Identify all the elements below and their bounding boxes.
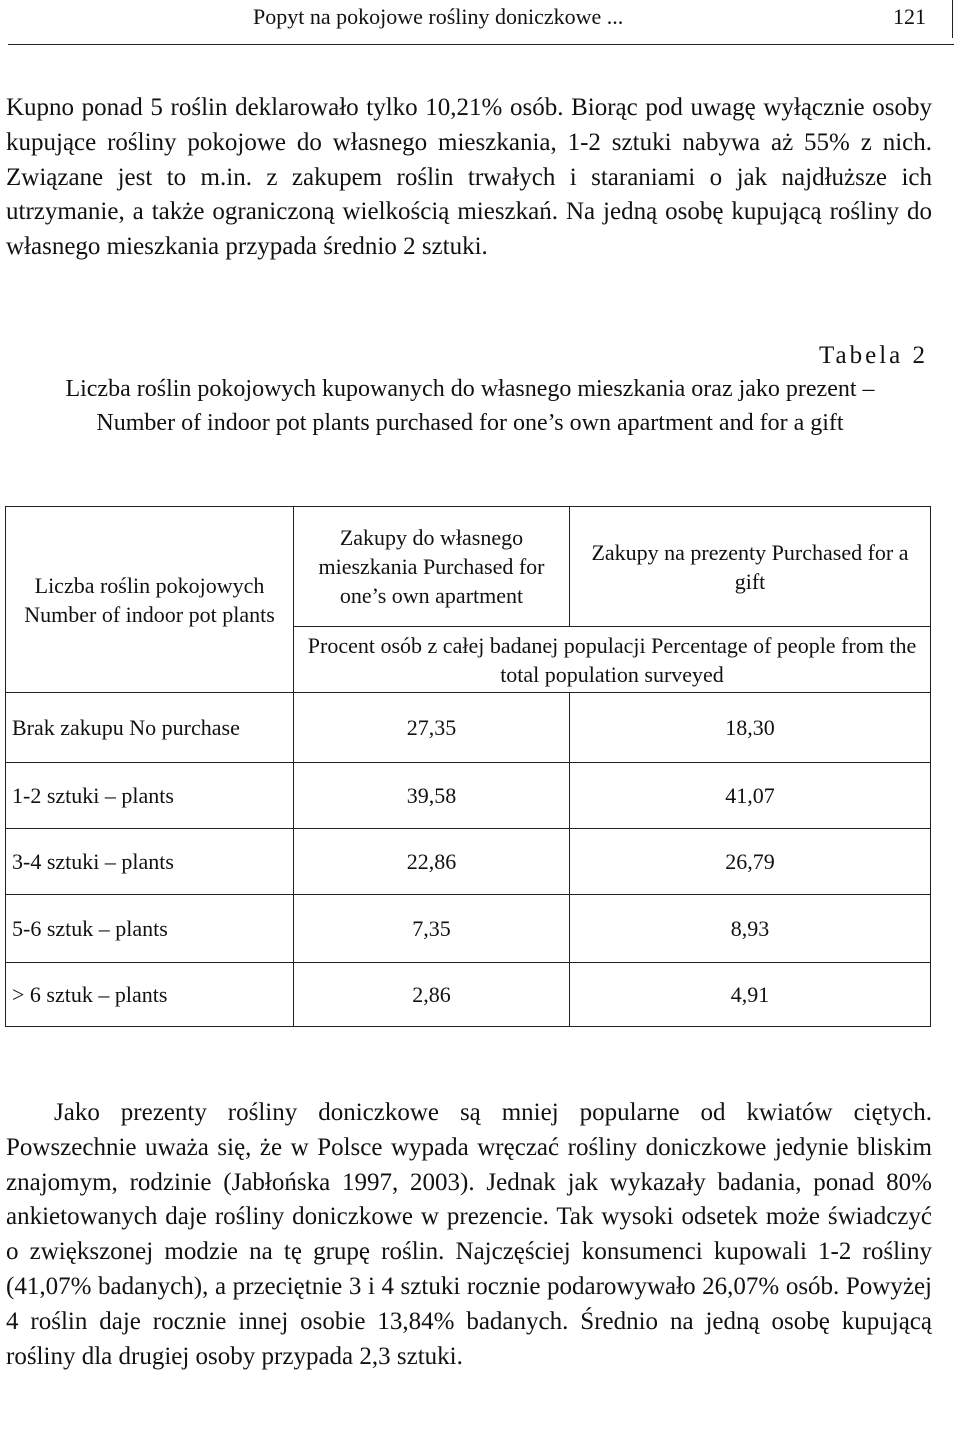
header-gift: Zakupy na prezenty Purchased for a gift [570,507,931,627]
row-gift-value: 41,07 [570,763,931,829]
data-table [5,506,931,1027]
row-label: Brak zakupu No purchase [6,693,294,763]
table-label: Tabela 2 [818,342,928,369]
row-gift-value: 8,93 [570,895,931,963]
table-row [6,895,931,963]
header-rule [8,44,954,45]
header-own-apartment: Zakupy do własnego mieszkania Purchased for one’s own apartment [294,507,570,627]
header-percentage: Procent osób z całej badanej populacji Percentage of people from the total population surveyed [294,627,931,693]
paragraph-1: Kupno ponad 5 roślin deklarowało tylko 10,21% osób. Biorąc pod uwagę wyłącznie osoby kupujące rośliny pokojowe do własnego mieszkania, 1-2 sztuki nabywa aż 55% z nich. Związane jest to m.in. z zakupem roślin trwałych i staraniami o jak najdłuższe ich utrzymanie, a także ograniczoną wielkością mieszkań. Na jedną osobę kupującą rośliny do własnego mieszkania przypada średnio 2 sztuki. [6,94,932,261]
row-own-value: 7,35 [294,895,570,963]
paragraph-2: Jako prezenty rośliny doniczkowe są mniej popularne od kwiatów ciętych. Powszechnie uważa się, że w Polsce wypada wręczać rośliny doniczkowe jedynie bliskim znajomym, rodzinie (Jabłońska 1997, 2003). Jednak jak wykazały badania, ponad 80% ankietowanych daje rośliny doniczkowe w prezencie. Tak wysoki odsetek może świadczyć o zwiększonej modzie na tę grupę roślin. Najczęściej konsumenci kupowali 1-2 rośliny (41,07% badanych), a przeciętnie 3 i 4 sztuki rocznie podarowywało 26,07% osób. Powyżej 4 roślin daje rocznie innej osobie 13,84% badanych. Średnio na jedną osobę kupującą rośliny dla drugiej osoby przypada 2,3 sztuki. [6,1099,932,1370]
row-label: 1-2 sztuki – plants [6,763,294,829]
header-corner-bar [952,0,953,38]
page-header [0,0,960,48]
table-row [6,693,931,763]
running-title: Popyt na pokojowe rośliny doniczkowe ... [253,4,624,29]
row-gift-value: 18,30 [570,693,931,763]
row-label: 5-6 sztuk – plants [6,895,294,963]
row-own-value: 27,35 [294,693,570,763]
table-header-row [6,507,931,627]
header-plant-count: Liczba roślin pokojowych Number of indoor pot plants [6,507,294,693]
table-row [6,763,931,829]
row-own-value: 22,86 [294,829,570,895]
row-own-value: 2,86 [294,963,570,1027]
row-label: 3-4 sztuki – plants [6,829,294,895]
row-gift-value: 4,91 [570,963,931,1027]
table-row [6,829,931,895]
row-gift-value: 26,79 [570,829,931,895]
table-row [6,963,931,1027]
row-label: > 6 sztuk – plants [6,963,294,1027]
page-number: 121 [893,4,926,29]
row-own-value: 39,58 [294,763,570,829]
table-caption: Liczba roślin pokojowych kupowanych do własnego mieszkania oraz jako prezent – Number of indoor pot plants purchased for one’s own apartment and for a gift [65,376,875,436]
